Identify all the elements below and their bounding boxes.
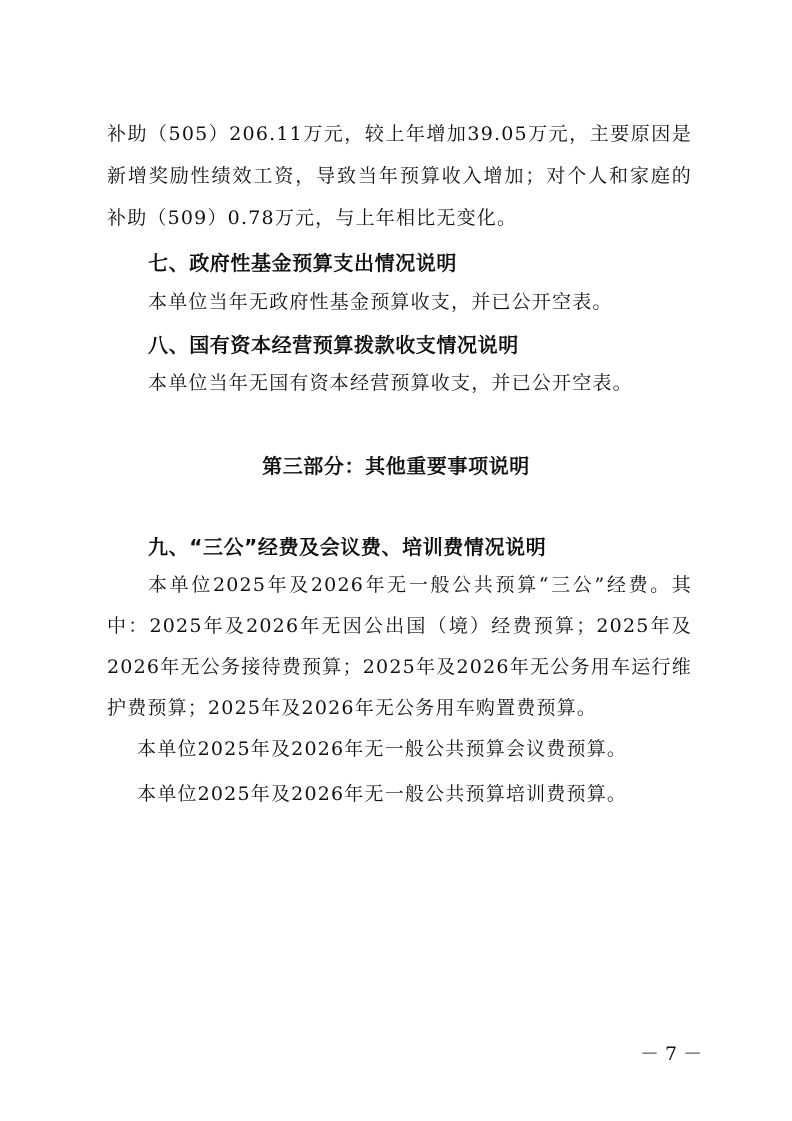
paragraph-line: 中：2025年及2026年无因公出国（境）经费预算；2025年及 <box>107 615 692 637</box>
paragraph-line: 护费预算；2025年及2026年无公务用车购置费预算。 <box>107 697 598 719</box>
paragraph-line: 2026年无公务接待费预算；2025年及2026年无公务用车运行维 <box>107 656 692 678</box>
section-7-heading: 七、政府性基金预算支出情况说明 <box>148 251 457 275</box>
paragraph-line: 补助（505）206.11万元，较上年增加39.05万元，主要原因是 <box>107 123 692 145</box>
section-7-text: 本单位当年无政府性基金预算收支，并已公开空表。 <box>148 291 613 313</box>
section-8-heading: 八、国有资本经营预算拨款收支情况说明 <box>148 333 519 357</box>
paragraph-line: 本单位2025年及2026年无一般公共预算“三公”经费。其 <box>148 574 692 596</box>
section-9-heading: 九、“三公”经费及会议费、培训费情况说明 <box>148 535 547 559</box>
paragraph-line: 补助（509）0.78万元，与上年相比无变化。 <box>107 207 518 229</box>
page-number: － 7 － <box>640 1043 703 1065</box>
part-3-title: 第三部分：其他重要事项说明 <box>262 454 530 478</box>
training-fee-text: 本单位2025年及2026年无一般公共预算培训费预算。 <box>137 783 628 805</box>
paragraph-line: 新增奖励性绩效工资，导致当年预算收入增加；对个人和家庭的 <box>107 165 692 187</box>
section-8-text: 本单位当年无国有资本经营预算收支，并已公开空表。 <box>148 372 633 394</box>
meeting-fee-text: 本单位2025年及2026年无一般公共预算会议费预算。 <box>137 738 628 760</box>
